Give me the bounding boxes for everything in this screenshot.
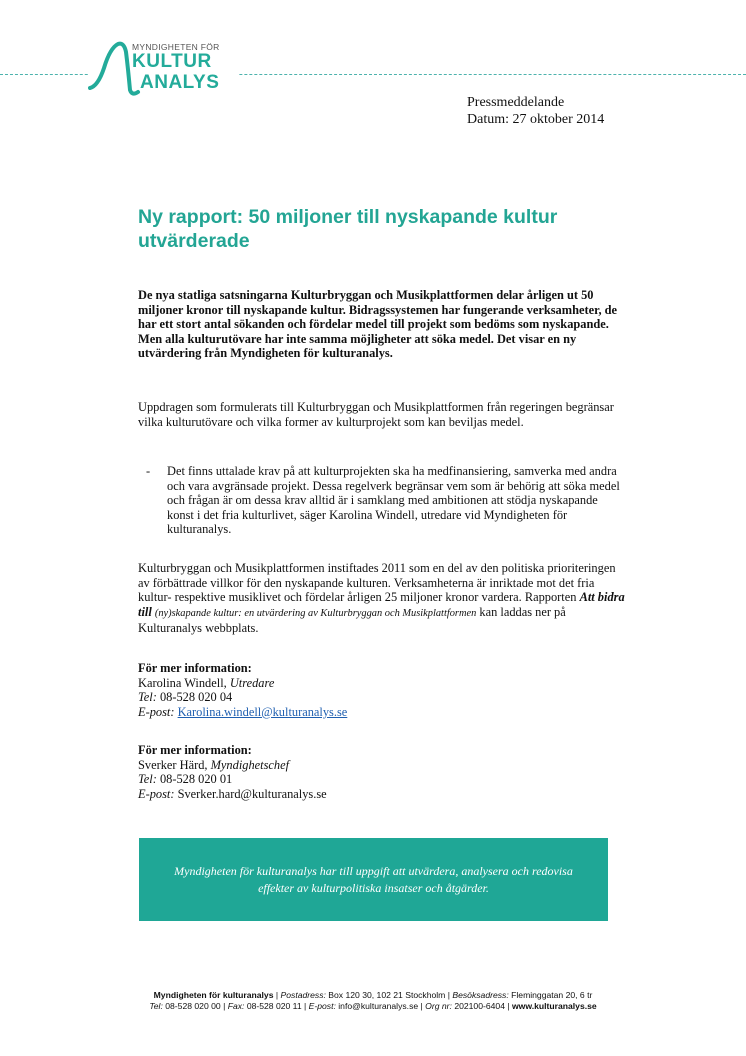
page-footer — [0, 990, 746, 1012]
contact-tel: 08-528 020 04 — [159, 690, 233, 705]
report-title-small: (ny)skapande kultur: en utvärdering av Kulturbryggan och Musikplattformen — [154, 607, 477, 619]
mission-text: Myndigheten för kulturanalys har till uppgift att utvärdera, analysera och redovisa effekter av kulturpolitiska insatser och åtgärder. — [174, 863, 573, 895]
logo-analys-text: ANALYS — [140, 72, 220, 93]
footer-sep: | — [275, 990, 279, 1000]
press-header — [467, 94, 604, 128]
contact-tel-line — [138, 772, 327, 787]
body-paragraph-1: Uppdragen som formulerats till Kulturbryggan och Musikplattformen från regeringen begränsar vilka kulturutövare och vilka former av kulturprojekt som kan beviljas medel. — [138, 400, 614, 429]
paragraph2-text: Kulturbryggan och Musikplattformen instiftades 2011 som en del av den politiska prioriteringen av förbättrade villkor för den nyskapande kulturen. Verksamheterna är inriktade mot det fria kultur- respektive musiklivet och fördelar årligen 25 miljoner kronor vardera. Rapporten — [138, 561, 616, 605]
footer-tel-label: Tel: — [149, 1001, 163, 1011]
contact-role: Myndighetschef — [210, 757, 290, 772]
email-label: E-post: — [138, 786, 175, 801]
footer-org: Myndigheten för kulturanalys — [153, 990, 274, 1000]
logo-small-text: MYNDIGHETEN FÖR — [132, 42, 220, 52]
body-paragraph-2 — [138, 561, 628, 636]
footer-email: info@kulturanalys.se — [338, 1001, 419, 1011]
footer-sep: | — [447, 990, 450, 1000]
footer-orgnr-label: Org nr: — [425, 1001, 452, 1011]
contact-name: Sverker Härd, — [138, 757, 208, 772]
footer-sep: | — [507, 1001, 510, 1011]
footer-line-1 — [0, 990, 746, 1001]
tel-label: Tel: — [138, 690, 157, 705]
kulturanalys-logo — [88, 38, 238, 98]
footer-fax-label: Fax: — [227, 1001, 245, 1011]
footer-web: www.kulturanalys.se — [511, 1001, 597, 1011]
footer-orgnr: 202100-6404 — [454, 1001, 505, 1011]
tel-label: Tel: — [138, 772, 157, 787]
footer-fax: 08-528 020 11 — [246, 1001, 302, 1011]
contact-email-line — [138, 787, 327, 802]
footer-postal: Box 120 30, 102 21 Stockholm — [328, 990, 446, 1000]
contact-email-line — [138, 705, 347, 720]
lead-paragraph: De nya statliga satsningarna Kulturbryggan och Musikplattformen delar årligen ut 50 miljoner kronor till nyskapande kultur. Bidragssystemen har fungerande verksamheter, de har ett stort antal sökanden och fördelar medel till projekt som bedöms som nyskapande. Men alla kulturutövare har inte samma möjligheter att söka medel. Det visar en ny utvärdering från Myndigheten för kulturanalys. — [138, 288, 618, 361]
press-label: Pressmeddelande — [467, 95, 565, 110]
quote-dash: - — [146, 464, 151, 478]
footer-sep: | — [304, 1001, 307, 1011]
contact-heading: För mer information: — [138, 743, 252, 757]
page-title: Ny rapport: 50 miljoner till nyskapande kultur utvärderade — [138, 206, 558, 252]
contact-role: Utredare — [229, 675, 275, 690]
contact-block-2 — [138, 743, 327, 801]
contact-name-line — [138, 676, 347, 691]
contact-tel: 08-528 020 01 — [159, 772, 233, 787]
footer-email-label: E-post: — [308, 1001, 336, 1011]
contact-tel-line — [138, 690, 347, 705]
email-label: E-post: — [138, 704, 175, 719]
footer-visit: Fleminggatan 20, 6 tr — [511, 990, 593, 1000]
footer-tel: 08-528 020 00 — [165, 1001, 221, 1011]
footer-sep: | — [420, 1001, 423, 1011]
footer-sep: | — [223, 1001, 226, 1011]
paragraph2-tail: kan laddas ner på Kulturanalys webbplats. — [138, 604, 566, 636]
contact-heading: För mer information: — [138, 661, 252, 675]
footer-line-2 — [0, 1001, 746, 1012]
footer-postal-label: Postadress: — [280, 990, 326, 1000]
report-title-bold: Att bidra till — [138, 590, 625, 619]
contact-block-1 — [138, 661, 347, 719]
contact-email: Sverker.hard@kulturanalys.se — [177, 786, 327, 801]
press-date: Datum: 27 oktober 2014 — [467, 112, 605, 127]
footer-visit-label: Besöksadress: — [452, 990, 509, 1000]
contact-name-line — [138, 758, 327, 773]
logo-kultur-text: KULTUR — [132, 51, 212, 72]
contact-name: Karolina Windell, — [138, 675, 227, 690]
quote-text: Det finns uttalade krav på att kulturprojekten ska ha medfinansiering, samverka med andra och vara avgränsade projekt. Dessa regelverk begränsar vem som är behörig att söka medel och frågan är om dessa krav alltid är i samklang med ambitionen att stödja nyskapande konst i det fria kulturlivet, säger Karolina Windell, utredare vid Myndigheten för kulturanalys. — [167, 464, 620, 537]
contact-email-link[interactable]: Karolina.windell@kulturanalys.se — [177, 704, 348, 719]
mission-box — [139, 838, 608, 921]
